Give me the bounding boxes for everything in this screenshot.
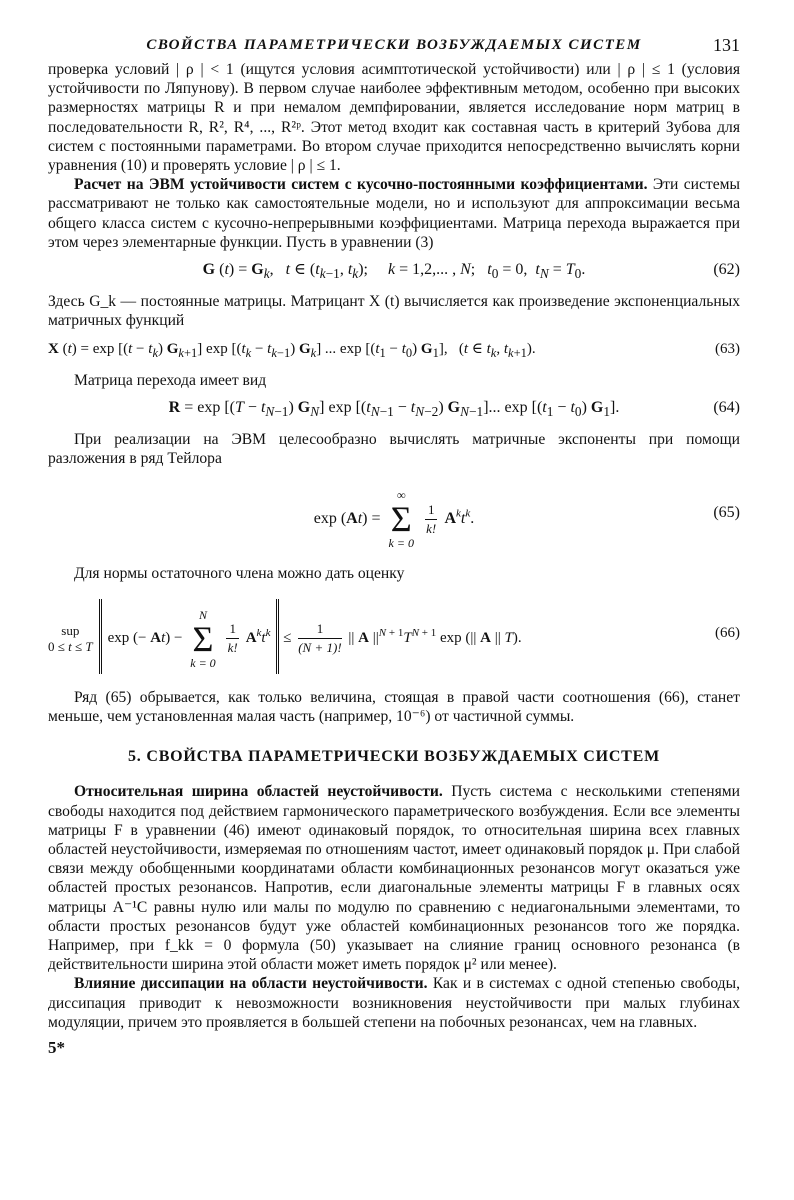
equation-65 xyxy=(48,478,740,553)
paragraph-9 xyxy=(48,974,740,1032)
equation-62 xyxy=(48,258,740,286)
equation-63-body: X $(t) = \exp [(t - t_k)$ $G_{k+1}$] $\exp [(t_k - t_{k-1})$ $G_k$] ... $\exp [(t_1 - t_0)$ $G_1$], (t ∈ $t_k$, $t_{k+1}$). xyxy=(48,340,536,360)
equation-62-number: (62) xyxy=(713,261,740,279)
signature-mark: 5* xyxy=(48,1038,65,1057)
paragraph-8-heading: Относительная ширина областей неустойчивости. xyxy=(74,783,443,801)
section-title: 5. СВОЙСТВА ПАРАМЕТРИЧЕСКИ ВОЗБУЖДАЕМЫХ СИСТЕМ xyxy=(127,748,661,766)
equation-64-body: $R = \exp [(T - t_{N-1})$ $G_N$] $\exp [(t_{N-1} - t_{N-2})$ $G_{N-1}$]... $\exp [(t_1 - t_0)$ $G_1$]. xyxy=(168,398,620,420)
equation-66-body: sup 0 ≤ t ≤ Texp (− At) − N Σ k = 0 $\frac{1}{k!}$ $A^kt^k$ ≤ $\frac{1}{(N + 1)!}$ || A $||^{N + 1}T^{N + 1}$ exp (|| A || T). xyxy=(48,630,522,646)
running-title: СВОЙСТВА ПАРАМЕТРИЧЕСКИ ВОЗБУЖДАЕМЫХ СИСТЕМ xyxy=(146,37,642,53)
page xyxy=(48,30,740,1058)
equation-65-number: (65) xyxy=(713,504,740,522)
paragraph-1: проверка условий | ρ | < 1 (ищутся условия асимптотической устойчивости) или | ρ | ≤ 1 (условия устойчивости по Ляпунову). В первом случае наиболее эффективным методом, особенно при высоких размерностях матрицы R и при немалом демпфировании, является исследование норм матриц в последовательности R, R², R⁴, ..., R²ᵖ. Этот метод входит как составная часть в критерий Зубова для систем с постоянными параметрами. Во втором случае приходится непосредственно вычислять корни уравнения (10) и проверять условие | ρ | ≤ 1. xyxy=(48,61,740,175)
equation-62-body: G $(t) = G_k$, t ∈ ($t_{k-1}$, $t_k$); k = 1,2,... , N; $t_0 = 0$, $t_N = T_0$. xyxy=(202,261,586,282)
running-header xyxy=(48,30,740,60)
paragraph-9-heading: Влияние диссипации на области неустойчивости. xyxy=(74,975,428,993)
paragraph-8 xyxy=(48,782,740,974)
equation-66-number: (66) xyxy=(715,624,740,641)
paragraph-2-heading: Расчет на ЭВМ устойчивости систем с кусочно-постоянными коэффициентами. xyxy=(74,176,648,194)
equation-65-body: exp (At) = ∞ Σ k = 0 $\frac{1}{k!}$ $A^kt^k$. xyxy=(313,488,475,551)
equation-64-number: (64) xyxy=(713,398,740,416)
paragraph-7: Ряд (65) обрывается, как только величина, стоящая в правой части соотношения (66), станет меньше, чем установленная малая часть (например, 10⁻⁶) от частичной суммы. xyxy=(48,688,740,726)
paragraph-5: При реализации на ЭВМ целесообразно вычислять матричные экспоненты при помощи разложения в ряд Тейлора xyxy=(48,431,740,468)
equation-63 xyxy=(48,337,740,365)
paragraph-9-body: Как и в системах с одной степенью свободы, диссипация приводит к невозможности возникновения неустойчивости при малых глубинах модуляции, причем это проявляется в большей степени на побочных резонансах, чем на главных. xyxy=(48,975,740,1031)
paragraph-2-body: Эти системы рассматривают не только как самостоятельные модели, но и используют для аппроксимации весьма общего класса систем с кусочно-непрерывными коэффициентами. Матрица перехода выражается при этом через элементарные функции. Пусть в уравнении (3) xyxy=(48,176,740,251)
equation-66 xyxy=(48,593,740,678)
paragraph-4: Матрица перехода имеет вид xyxy=(74,371,267,389)
paragraph-3: Здесь G_k — постоянные матрицы. Матрицант X (t) вычисляется как произведение экспоненциальных матричных функций xyxy=(48,293,740,330)
paragraph-2 xyxy=(48,175,740,252)
paragraph-6: Для нормы остаточного члена можно дать оценку xyxy=(74,564,405,582)
equation-63-number: (63) xyxy=(715,340,740,357)
paragraph-8-body: Пусть система с несколькими степенями свободы находится под действием гармонического параметрического возбуждения. Если все элементы матрицы F в уравнении (46) имеют одинаковый порядок, то относительная ширина всех главных областей неустойчивости, измеряемая по отношениям частот, имеет одинаковый порядок μ. При слабой связи между обобщенными координатами области комбинационных резонансов могут оказаться уже областей простых резонансов. Напротив, если диагональные элементы матрицы F в главных осях матрицы A⁻¹C равны нулю или малы по модулю по сравнению с недиагональными элементами, то области простых резонансов будут уже областей комбинационных резонансов того же порядка. Например, при f_kk = 0 формула (50) указывает на слияние границ основного резонанса (в действительности ширина этой области может иметь порядок μ² или менее). xyxy=(48,783,740,974)
page-number: 131 xyxy=(713,35,740,55)
equation-64 xyxy=(48,396,740,424)
